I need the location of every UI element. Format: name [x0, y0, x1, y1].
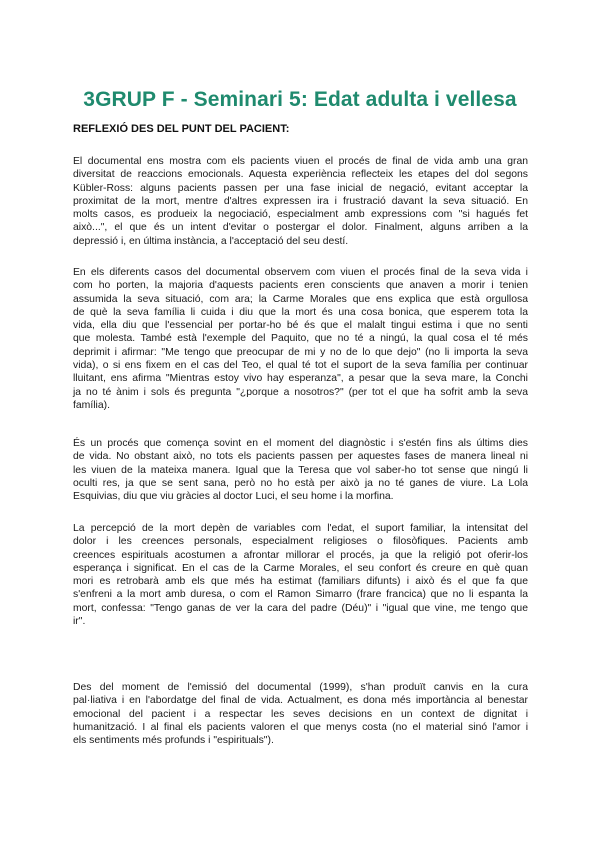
paragraph-line: ja no té ànim i sols és pregunta "¿porque a nosotros?" (per tot el que ha sofrit amb la seva [73, 386, 528, 398]
paragraph-line: això...", el que és un intent d'evitar o postergar el dolor. Finalment, alguns arriben a la [73, 222, 528, 234]
paragraph-line: mori es retrobarà amb els que més ha estimat (familiars difunts) i això és el que fa que [73, 576, 528, 588]
paragraph-line: de què la seva família li cuida i diu que la mort és una cosa bonica, que esperem tota la [73, 306, 528, 318]
paragraph-5 [73, 681, 528, 747]
paragraph-1 [73, 155, 528, 248]
paragraph-line: els sentiments més profunds i "espirituals"). [73, 735, 274, 747]
paragraph-line: dolor i les creences personals, especialment religioses o filosòfiques. Pacients amb [73, 536, 528, 548]
paragraph-line: En els diferents casos del documental observem com viuen el procés final de la seva vida i [73, 267, 528, 278]
paragraph-line: de vida. No obstant això, no tots els pacients passen per aquestes fases de manera lineal ni [73, 451, 528, 463]
page-title: 3GRUP F - Seminari 5: Edat adulta i vellesa [83, 88, 517, 111]
paragraph-line: esperança i significat. En el cas de la Carme Morales, el seu confort és creure en què quan [73, 562, 528, 574]
paragraph-line: oculti res, ja que se sent sana, però no ho està per això ja no té ganes de viure. La Lola [73, 477, 528, 489]
paragraph-line: com ho porten, la majoria d'aquests pacients eren conscients que anaven a morir i tenien [73, 280, 528, 292]
paragraph-line: les viuen de la mateixa manera. Igual que la Teresa que vol saber-ho tot sense que ningú li [73, 464, 528, 476]
paragraph-line: La percepció de la mort depèn de variables com l'edat, el suport familiar, la intensitat del [73, 523, 528, 534]
paragraph-line: lluitant, ens afirma "Mientras estoy vivo hay esperanza", a pesar que la seva mare, la Conchi [73, 373, 528, 385]
paragraph-line: El documental ens mostra com els pacients viuen el procés de final de vida amb una gran [73, 156, 528, 167]
paragraph-line: ir". [73, 616, 86, 628]
paragraph-line: humanització. I al final els pacients valoren el que menys costa (no el material sinó l'amor i [73, 721, 528, 733]
paragraph-line: deprimit i afirmar: "Me tengo que preocupar de mi y no de lo que dejo" (no li importa la seva [73, 346, 528, 358]
paragraph-line: família). [73, 399, 110, 411]
paragraph-line: que molesta. També està l'exemple del Paquito, que no té a ningú, la qual cosa el té més [73, 333, 528, 345]
paragraph-line: Kübler-Ross: alguns pacients passen per una fase inicial de negació, evitant acceptar la [73, 182, 528, 194]
paragraph-2 [73, 266, 528, 412]
paragraph-line: emocional del pacient i a respectar les seves decisions en un context de dignitat i [73, 708, 528, 720]
paragraph-line: proximitat de la mort, mentre d'altres expressen ira i frustració davant la seva situació. En [73, 195, 528, 207]
paragraph-line: mort, confessa: "Tengo ganas de ver la cara del padre (Déu)" i "igual que vine, me tengo que [73, 602, 528, 614]
paragraph-line: pal·liativa i en l'abordatge del final de vida. Actualment, es dona més importància al benestar [73, 695, 528, 707]
paragraph-line: assumida la seva situació, com ara; la Carme Morales que ens explica que està orgullosa [73, 293, 528, 305]
paragraph-line: vida, ella diu que l'essencial per portar-ho bé és que el malalt tingui estima i que no senti [73, 320, 528, 332]
paragraph-line: vida), o si ens fixem en el cas del Teo, el qual té tot el suport de la seva família per continuar [73, 360, 528, 372]
paragraph-line: s'enfreni a la mort amb duresa, o com el Ramon Simarro (frare francica) que no li espanta la [73, 589, 528, 601]
paragraph-line: creences espirituals acostumen a afrontar millorar el procés, ja que la religió pot oferir-los [73, 549, 528, 561]
paragraph-line: Des del moment de l'emissió del documental (1999), s'han produït canvis en la cura [73, 682, 528, 693]
paragraph-line: diversitat de reaccions emocionals. Aquesta experiència reflecteix les etapes del dol segons [73, 169, 528, 181]
paragraph-4 [73, 522, 528, 628]
paragraph-line: depressió i, en última instància, a l'acceptació del seu destí. [73, 235, 349, 247]
paragraph-3 [73, 437, 528, 503]
paragraph-line: Esquivias, diu que viu gràcies al doctor Luci, el seu home i la morfina. [73, 491, 394, 503]
paragraph-line: molts casos, es produeix la negociació, especialment amb expressions com "si hagués fet [73, 209, 528, 221]
section-heading: REFLEXIÓ DES DEL PUNT DEL PACIENT: [73, 123, 290, 135]
paragraph-line: És un procés que comença sovint en el moment del diagnòstic i s'estén fins als últims dies [73, 438, 528, 449]
